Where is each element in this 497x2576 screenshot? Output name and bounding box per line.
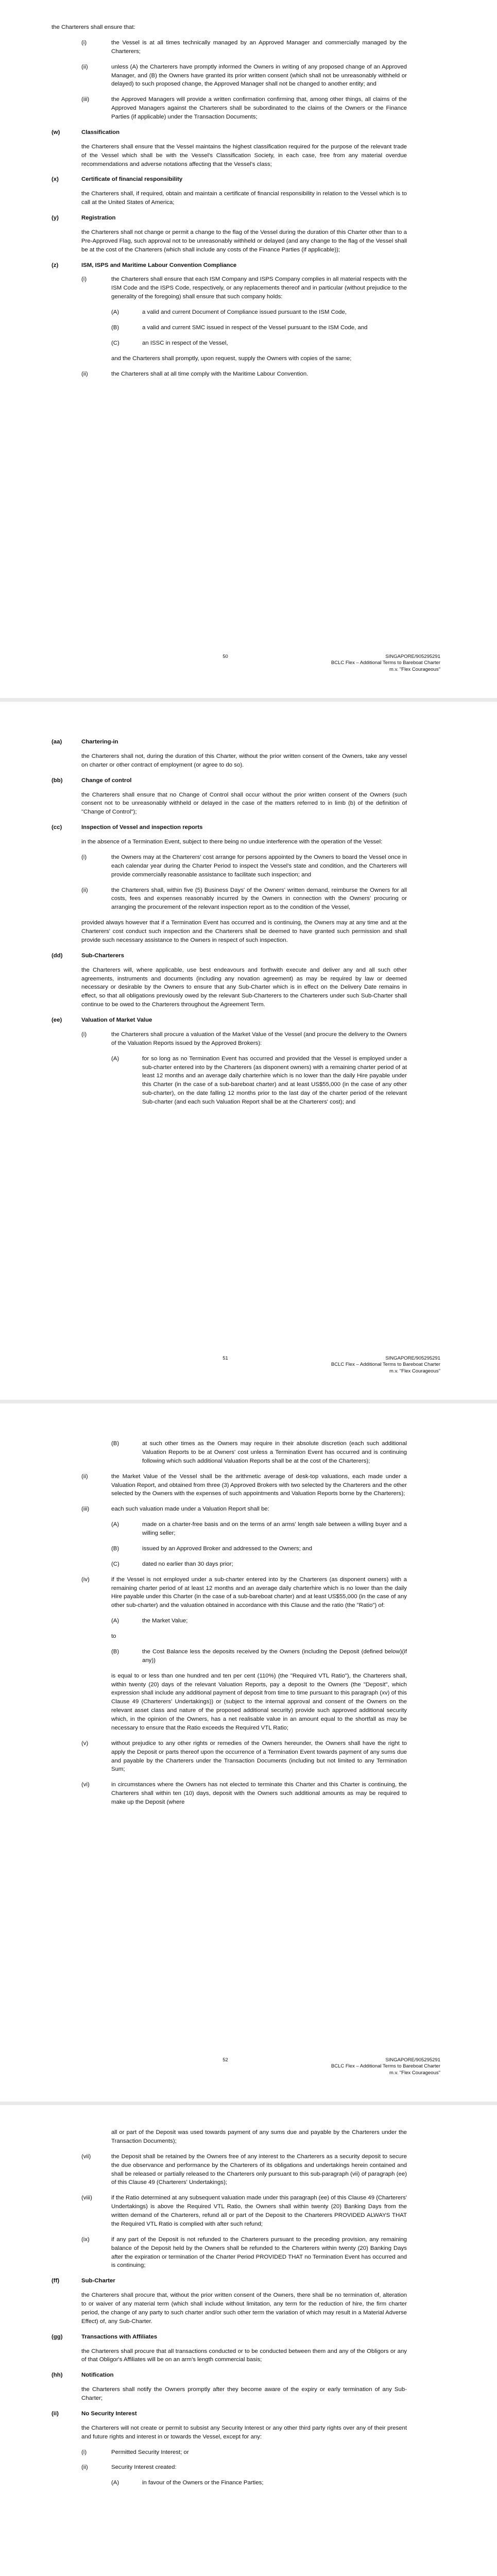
reference-line: m.v. "Flex Courageous" (389, 2070, 440, 2076)
list-item (81, 2235, 407, 2270)
page-content (52, 1439, 407, 1814)
list-item (81, 1781, 407, 1807)
list-item (81, 2194, 407, 2229)
item-number: (A) (111, 1618, 119, 1624)
item-text: the Cost Balance less the deposits received by the Owners (including the Deposit (defined below)(if any)) (142, 1648, 407, 1664)
section-label: (cc) (52, 824, 62, 831)
item-text: the Charterers shall procure a valuation of the Market Value of the Vessel (and procure the delivery to the Owners of the Valuation Reports issued by the Approved Brokers): (111, 1031, 407, 1046)
item-number: (i) (81, 39, 87, 46)
section-label: (bb) (52, 777, 63, 784)
section-heading (52, 2277, 407, 2285)
list-item (111, 1439, 407, 1466)
item-text: the Deposit shall be retained by the Owners free of any interest to the Charterers as a security deposit to secure the due observance and performance by the Charterers of its obligations and undertakings herein contained and shall be released or partially released to the Charterers only pursuant to this sub-paragraph (vii) of paragraph (ee) of this Clause 49 (Charterers' Undertakings); (111, 2153, 407, 2186)
paragraph: the Charterers shall, if required, obtain and maintain a certificate of financial responsibility in relation to the Vessel which is to call at the United States of America; (81, 191, 407, 206)
item-text: if the Vessel is not employed under a sub-charter entered into by the Charterers (as disponent owners) with a remaining charter period of at least 12 months and an average daily charterhire which is no lower than the daily Hire payable under this Charter (in the case of a sub-bareboat charter) and at least US$55,000 (in the case of any other sub-charter) and the valuation obtained in accordance with this Clause and the ratio (the "Ratio") of: (111, 1576, 407, 1609)
item-text: a valid and current Document of Compliance issued pursuant to the ISM Code, (142, 309, 347, 315)
section-title: Inspection of Vessel and inspection reports (81, 824, 203, 831)
document-page-50 (0, 0, 497, 698)
section-heading (52, 261, 407, 270)
paragraph: the Charterers shall ensure that the Vessel maintains the highest classification required for the purpose of the relevant trade of the Vessel which shall be with the Vessel's Classification Society, in each case, free from any material overdue recommendations and adverse notations affecting that the Vessel's class; (81, 143, 407, 167)
section-heading (52, 175, 407, 184)
list-item (81, 886, 407, 912)
list-item (111, 308, 407, 317)
item-text: Security Interest created: (111, 2464, 177, 2471)
section-heading (52, 776, 407, 785)
paragraph: the Charterers shall not, during the duration of this Charter, without the prior written consent of the Owners, take any vessel on charter or other contract of employment (or agree to do so). (81, 753, 407, 768)
section-title: Notification (81, 2372, 114, 2379)
section-title: Registration (81, 215, 116, 221)
paragraph: in the absence of a Termination Event, subject to there being no undue interference with the operation of the Vessel: (81, 839, 383, 845)
section-heading (52, 952, 407, 960)
section-heading (52, 2410, 407, 2418)
paragraph: is equal to or less than one hundred and ten per cent (110%) (the "Required VTL Ratio"), the Charterers shall, within twenty (20) days of the relevant Valuation Reports, pay a deposit to the Owners (the "Deposit", which expression shall include any additional payment of deposit from time to time pursuant to this paragraph (xv) of this Clause 49 (Charterers' Undertakings)) or (subject to the internal approval and consent of the Owners on the relevant asset class and nature of the proposed additional security) provide such approved additional security which, in the opinion of the Owners, has a net realisable value in an amount equal to the shortfall as may be necessary to ensure that the Ratio exceeds the Required VTL Ratio; (111, 1672, 407, 1731)
paragraph: the Charterers will, where applicable, use best endeavours and forthwith execute and deliver any and all such other agreements, instruments and documents (including any novation agreement) as may be required by law or deemed necessary or desirable by the Owners to ensure that any Sub-Charter which is in effect on the Delivery Date remains in effect, so that all obligations previously owed by the relevant Sub-Charterers to the Charterers under such Sub-Charter shall continue to be owed to the Charterers throughout the Agreement Term. (81, 967, 407, 1008)
section-heading (52, 2371, 407, 2380)
page-footer (52, 2057, 440, 2077)
item-number: (i) (81, 276, 87, 283)
item-text: without prejudice to any other rights or remedies of the Owners hereunder, the Owners shall have the right to apply the Deposit or parts thereof upon the occurrence of a Termination Event towards payment of any sums due and payable by the Charterers under the Transaction Documents (including but not limited to any Termination Sum; (111, 1740, 407, 1773)
section-heading (52, 823, 407, 832)
section-label: (gg) (52, 2333, 63, 2340)
list-item (111, 1520, 407, 1538)
reference-line: SINGAPORE/905295291 (385, 653, 440, 659)
section-heading (52, 738, 407, 747)
item-text: an ISSC in respect of the Vessel, (142, 340, 228, 346)
item-number: (ix) (81, 2236, 90, 2243)
list-item (81, 2153, 407, 2188)
list-item (81, 95, 407, 122)
item-number: (iv) (81, 1576, 90, 1583)
section-heading (52, 1016, 407, 1025)
list-item (81, 370, 407, 379)
item-number: (A) (111, 1055, 119, 1062)
section-label: (ii) (52, 2410, 59, 2417)
section-heading (52, 2333, 407, 2342)
item-text: the Approved Managers will provide a written confirmation confirming that, among other things, all claims of the Approved Managers against the Charterers shall be subordinated to the claims of the Owners or the Finance Parties (if applicable) under the Transaction Documents; (111, 96, 407, 120)
section-title: ISM, ISPS and Maritime Labour Convention Compliance (81, 262, 237, 268)
paragraph: the Charterers shall not change or permit a change to the flag of the Vessel during the duration of this Charter other than to a Pre-Approved Flag, such approval not to be unreasonably withheld or delayed (and any change to the flag of the Vessel shall be at the cost of the Charterers (which shall include any costs of the Finance Parties (if applicable)); (81, 229, 407, 253)
item-text: each such valuation made under a Valuation Report shall be: (111, 1506, 269, 1513)
section-title: Classification (81, 129, 120, 135)
paragraph: the Charterers shall notify the Owners promptly after they become aware of the expiry or early termination of any Sub-Charter; (81, 2386, 407, 2401)
reference-line: SINGAPORE/905295291 (385, 2057, 440, 2063)
document-page-53 (0, 2105, 497, 2576)
item-text: at such other times as the Owners may require in their absolute discretion (each such additional Valuation Reports to be at Owners' cost unless a Termination Event has occurred and is continuing following which such additional Valuation Reports shall be at the cost of the Charterers); (142, 1440, 407, 1464)
paragraph: the Charterers shall ensure that no Change of Control shall occur without the prior written consent of the Owners (such consent not to be unreasonably withheld or delayed in the case of the matters referred to in limb (b) of the definition of "Change of Control"); (81, 791, 407, 816)
list-item (81, 1505, 407, 1514)
item-number: (ii) (81, 370, 88, 377)
item-text: in circumstances where the Owners has not elected to terminate this Charter and this Charter is continuing, the Charterers shall within ten (10) days, deposit with the Owners such additional amounts as may be required to make up the Deposit (where (111, 1782, 407, 1805)
page-number: 50 (222, 653, 228, 659)
item-text: the Owners may at the Charterers' cost arrange for persons appointed by the Owners to board the Vessel once in each calendar year during the Charter Period to inspect the Vessel's state and condition, and the Charterers will provide commercially reasonable assistance to facilitate such inspection; and (111, 854, 407, 878)
reference-line: BCLC Flex – Additional Terms to Bareboat Charter (331, 2063, 440, 2070)
page-content (52, 738, 407, 1113)
item-number: (C) (111, 340, 119, 346)
item-number: (B) (111, 1545, 119, 1552)
item-number: (vi) (81, 1782, 90, 1788)
section-title: Valuation of Market Value (81, 1017, 152, 1023)
paragraph: the Charterers will not create or permit to subsist any Security Interest or any other third party rights over any of their present and future rights and interest in or towards the Vessel, except for any: (81, 2425, 407, 2440)
item-number: (i) (81, 2449, 87, 2455)
item-number: (ii) (81, 63, 88, 70)
section-title: Change of control (81, 777, 132, 784)
paragraph: the Charterers shall ensure that: (52, 24, 135, 30)
item-text: dated no earlier than 30 days prior; (142, 1561, 233, 1567)
paragraph: provided always however that if a Termination Event has occurred and is continuing, the Owners may at any time and at the Charterers' cost conduct such inspection and the Charterers shall be deemed to have granted such permission and shall provide such necessary assistance to the Owners in respect of such inspection. (81, 920, 407, 943)
reference-line: BCLC Flex – Additional Terms to Bareboat Charter (331, 660, 440, 666)
list-item (81, 1472, 407, 1499)
page-content (52, 23, 407, 385)
item-number: (viii) (81, 2195, 92, 2201)
section-heading (52, 128, 407, 137)
paragraph: and the Charterers shall promptly, upon request, supply the Owners with copies of the same; (111, 355, 352, 362)
list-item (81, 1739, 407, 1774)
item-text: if any part of the Deposit is not refunded to the Charterers pursuant to the preceding provision, any remaining balance of the Deposit held by the Owners shall be refunded to the Charterers within twenty (20) Banking Days after the expiration or termination of the Charter Period PROVIDED THAT no Termination Event has occurred and is continuing; (111, 2236, 407, 2269)
item-number: (iii) (81, 96, 90, 103)
reference-line: SINGAPORE/905295291 (385, 1355, 440, 1361)
section-label: (aa) (52, 739, 62, 745)
list-item (81, 39, 407, 56)
paragraph: all or part of the Deposit was used towards payment of any sums due and payable by the Charterers under the Transaction Documents); (111, 2129, 407, 2144)
item-text: made on a charter-free basis and on the terms of an arms' length sale between a willing buyer and a willing seller; (142, 1521, 407, 1536)
page-number: 52 (222, 2057, 228, 2063)
section-label: (dd) (52, 952, 63, 959)
section-title: Sub-Charterers (81, 952, 124, 959)
paragraph: the Charterers shall procure that, without the prior written consent of the Owners, there shall be no termination of, alteration to or waiver of any material term (which shall include without limitation, any term for the reduction of hire, the firm charter period, the change of any party to such charter and/or such other term the variation of which may result in a Material Adverse Effect) of, any Sub-Charter. (81, 2292, 407, 2325)
section-label: (z) (52, 262, 59, 268)
section-title: Certificate of financial responsibility (81, 176, 183, 183)
section-label: (ff) (52, 2278, 60, 2284)
page-number: 51 (222, 1355, 228, 1361)
item-number: (C) (111, 1561, 119, 1567)
item-text: the Market Value of the Vessel shall be the arithmetic average of desk-top valuations, each made under a Valuation Report, and obtained from three (3) Approved Brokers with two selected by the Charterers and the other selected by the Owners with the expenses of such appointments and Valuation Reports borne by the Charterers); (111, 1473, 407, 1497)
item-number: (B) (111, 324, 119, 331)
list-item (111, 1545, 407, 1553)
list-item (81, 853, 407, 879)
list-item (81, 63, 407, 89)
reference-line: BCLC Flex – Additional Terms to Bareboat Charter (331, 1362, 440, 1368)
item-text: the Charterers shall ensure that each ISM Company and ISPS Company complies in all material respects with the ISM Code and the ISPS Code, respectively, or any replacements thereof and in particular (without prejudice to the generality of the foregoing) shall ensure that such company holds: (111, 276, 407, 300)
reference-line: m.v. "Flex Courageous" (389, 1368, 440, 1375)
item-text: Permitted Security Interest; or (111, 2449, 189, 2455)
section-label: (hh) (52, 2372, 63, 2379)
item-text: the Charterers shall at all time comply with the Maritime Labour Convention. (111, 370, 309, 377)
section-label: (ee) (52, 1017, 62, 1023)
item-number: (v) (81, 1740, 89, 1747)
list-item (111, 1648, 407, 1665)
item-number: (A) (111, 309, 119, 315)
list-item (111, 1560, 407, 1569)
item-number: (i) (81, 1031, 87, 1038)
item-number: (iii) (81, 1506, 90, 1513)
section-label: (w) (52, 129, 60, 135)
item-number: (vii) (81, 2153, 91, 2160)
page-footer (52, 1355, 440, 1375)
item-text: the Market Value; (142, 1618, 188, 1624)
item-number: (ii) (81, 1473, 88, 1480)
page-content (52, 2128, 407, 2494)
paragraph: the Charterers shall procure that all transactions conducted or to be conducted between them and any of the Obligors or any of that Obligor's Affiliates will be on an arm's length commercial basis; (81, 2348, 407, 2363)
paragraph: to (111, 1633, 116, 1639)
list-item (81, 2463, 407, 2472)
item-number: (A) (111, 1521, 119, 1528)
list-item (111, 324, 407, 332)
item-text: if the Ratio determined at any subsequent valuation made under this paragraph (ee) of this Clause 49 (Charterers' Undertakings) is above the Required VTL Ratio, the Owners shall within twenty (20) Banking Days from the written demand of the Charterers, refund all or part of the Deposit to the Charterers PROVIDED ALWAYS THAT the Required VTL Ratio is complied with after such refund; (111, 2195, 407, 2227)
list-item (81, 1030, 407, 1048)
section-label: (y) (52, 215, 59, 221)
item-text: for so long as no Termination Event has occurred and provided that the Vessel is employed under a sub-charter entered into by the Charterers (as disponent owners) with a remaining charter period of at least 12 months and an average daily charterhire which is no lower than the daily Hire payable under this Charter (in the case of a sub-bareboat charter) and at least US$55,000 (in the case of any other sub-charter), on the date falling 12 months prior to the last day of the charter period of the relevant Sub-charter (and each such Valuation Report shall be at the Charterers' cost); and (142, 1055, 407, 1105)
item-number: (i) (81, 854, 87, 860)
item-text: the Vessel is at all times technically managed by an Approved Manager and commercially managed by the Charterers; (111, 39, 407, 55)
item-number: (B) (111, 1648, 119, 1655)
list-item (111, 1055, 407, 1107)
item-text: the Charterers shall, within five (5) Business Days' of the Owners' written demand, reimburse the Owners for all costs, fees and expenses reasonably incurred by the Owners in connection with the Owners' procuring or arranging the procurement of the relevant inspection report as to the condition of the Vessel, (111, 887, 407, 911)
item-number: (ii) (81, 887, 88, 893)
item-number: (A) (111, 2480, 119, 2486)
document-page-51 (0, 702, 497, 1400)
section-title: Sub-Charter (81, 2278, 115, 2284)
item-text: in favour of the Owners or the Finance Parties; (142, 2480, 264, 2486)
section-title: No Security Interest (81, 2410, 137, 2417)
list-item (111, 339, 407, 348)
item-number: (B) (111, 1440, 119, 1447)
item-text: unless (A) the Charterers have promptly informed the Owners in writing of any proposed change of an Approved Manager, and (B) the Owners have granted its prior written consent (which shall not be unreasonably withheld or delayed) to such proposed change, the Approved Manager shall not be changed to another entity; and (111, 63, 407, 88)
list-item (81, 2448, 407, 2457)
page-footer (52, 654, 440, 673)
list-item (81, 275, 407, 301)
item-number: (ii) (81, 2464, 88, 2471)
list-item (111, 2479, 407, 2487)
section-title: Chartering-in (81, 739, 118, 745)
section-title: Transactions with Affiliates (81, 2333, 158, 2340)
document-page-52 (0, 1403, 497, 2102)
item-text: a valid and current SMC issued in respect of the Vessel pursuant to the ISM Code, and (142, 324, 368, 331)
list-item (111, 1617, 407, 1625)
section-heading (52, 214, 407, 223)
section-label: (x) (52, 176, 59, 183)
list-item (81, 1575, 407, 1611)
reference-line: m.v. "Flex Courageous" (389, 667, 440, 673)
item-text: issued by an Approved Broker and addressed to the Owners; and (142, 1545, 312, 1552)
